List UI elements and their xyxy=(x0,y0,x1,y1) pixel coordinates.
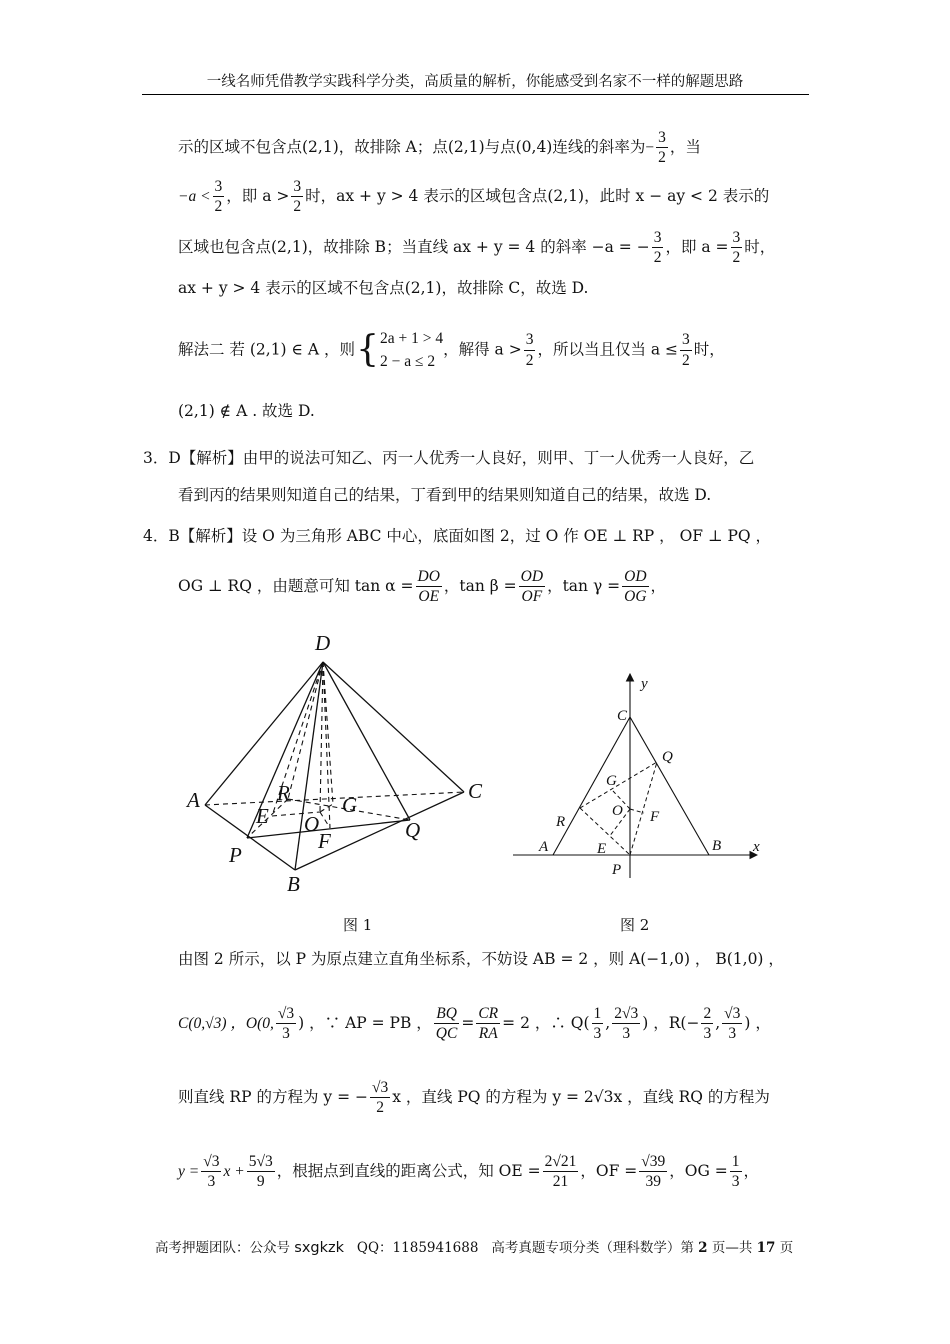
text-line-distances xyxy=(178,1152,759,1192)
fraction: $\frac{3}{2}$ xyxy=(653,229,662,267)
text-line-5 xyxy=(178,327,725,374)
text-segment: 区域也包含点(2,1)，故排除 B；当直线 ax + y = 4 的斜率 −a = − xyxy=(178,237,650,256)
text-segment: x ，直线 PQ 的方程为 y = 2√3x ，直线 RQ 的方程为 xyxy=(392,1087,770,1106)
text-line-coordinates: 由图 2 所示，以 P 为原点建立直角坐标系，不妨设 AB = 2 ，则 A(−1,0) ， B(1,0) ， xyxy=(178,950,784,968)
label-R: R xyxy=(277,781,290,805)
fraction: $\frac{2}{3}$ xyxy=(703,1005,712,1043)
label-A: A xyxy=(187,788,200,812)
text-line-4: ax + y > 4 表示的区域不包含点(2,1)，故排除 C，故选 D. xyxy=(178,279,589,297)
figure-2-caption: 图 2 xyxy=(620,916,650,934)
text-segment: ，即 a > xyxy=(226,186,290,205)
text-segment: ，所以当且仅当 a ≤ xyxy=(537,340,679,359)
fraction: $\frac{√3}{2}$ xyxy=(371,1079,389,1117)
text-segment: x + xyxy=(223,1162,245,1180)
text-line-6: (2,1) ∉ A . 故选 D. xyxy=(178,402,315,420)
side-AC xyxy=(553,717,630,855)
edge-DQ xyxy=(323,662,410,820)
text-segment: ) ， xyxy=(744,1013,771,1032)
fraction: $\frac{3}{2}$ xyxy=(214,178,223,216)
fraction: $\frac{DO}{OE}$ xyxy=(417,568,440,606)
item-4-line-1: 4．B【解析】设 O 为三角形 ABC 中心，底面如图 2，过 O 作 OE ⊥ RP ， OF ⊥ PQ ， xyxy=(143,527,772,545)
edge-AC-hidden xyxy=(205,792,464,805)
page-header-title: 一线名师凭借教学实践科学分类，高质量的解析，你能感受到名家不一样的解题思路 xyxy=(206,74,744,90)
fraction: $\frac{√3}{3}$ xyxy=(203,1153,220,1191)
text-segment: 时，ax + y > 4 表示的区域包含点(2,1)，此时 x − ay < 2 表示的 xyxy=(305,186,770,205)
fraction: $\frac{3}{2}$ xyxy=(525,331,534,369)
label-E: E xyxy=(597,841,607,857)
item-3-line-2: 看到丙的结果则知道自己的结果，丁看到甲的结果则知道自己的结果，故选 D. xyxy=(178,486,712,504)
text-segment: ，即 a = xyxy=(665,237,729,256)
text-segment: ) ，∵ AP = PB ， xyxy=(298,1013,432,1032)
text-segment: 解法二 若 (2,1) ∈ A ，则 xyxy=(178,340,356,359)
fraction: $\frac{3}{2}$ xyxy=(682,331,690,369)
label-Q: Q xyxy=(405,818,421,842)
footer-account: sxgkzk xyxy=(294,1240,345,1256)
figure-2-coordinate-diagram xyxy=(505,668,775,884)
text-segment: , xyxy=(605,1013,611,1032)
label-F: F xyxy=(650,809,660,825)
fraction: $\frac{OD}{OF}$ xyxy=(520,568,544,606)
text-segment: OG ⊥ RQ ，由题意可知 tan α = xyxy=(178,576,414,595)
text-segment: = xyxy=(461,1013,475,1032)
label-E: E xyxy=(256,804,269,828)
fraction: $\frac{BQ}{QC}$ xyxy=(435,1005,458,1043)
text-segment: = 2 ，∴ Q( xyxy=(502,1013,590,1032)
fraction: $\frac{1}{3}$ xyxy=(593,1005,602,1043)
label-A: A xyxy=(539,839,549,855)
text-segment: 示的区域不包含点(2,1)，故排除 A；点(2,1)与点(0,4)连线的斜率为 xyxy=(178,137,646,156)
edge-OF-hidden xyxy=(320,812,330,828)
text-segment: ) ，R(− xyxy=(642,1013,700,1032)
figure-1-pyramid xyxy=(180,628,500,900)
label-B: B xyxy=(287,872,300,896)
footer-series: 高考真题专项分类（理科数学）第 xyxy=(491,1240,694,1256)
label-F: F xyxy=(318,829,331,853)
text-segment: ，OF = xyxy=(580,1161,638,1180)
label-R: R xyxy=(556,814,566,830)
fraction: $\frac{5√3}{9}$ xyxy=(248,1153,273,1191)
fraction: $\frac{√39}{39}$ xyxy=(641,1153,666,1191)
fraction: $\frac{√3}{3}$ xyxy=(724,1005,741,1043)
text-segment: ， xyxy=(743,1161,760,1180)
text-segment: −a < xyxy=(178,187,211,205)
label-G: G xyxy=(342,793,358,817)
text-segment: ，OG = xyxy=(669,1161,728,1180)
item-4-line-2 xyxy=(178,567,666,607)
footer-page-number: 2 xyxy=(698,1240,708,1256)
brace: { xyxy=(356,329,379,371)
label-x: x xyxy=(753,839,760,855)
text-segment: ，tan γ = xyxy=(547,576,621,595)
text-segment: ，当 xyxy=(669,137,701,156)
edge-DC xyxy=(323,662,464,792)
fraction: $\frac{OD}{OG}$ xyxy=(624,568,647,606)
label-B: B xyxy=(712,838,722,854)
text-segment: − xyxy=(645,138,655,156)
text-segment: C(0,√3) ，O(0, xyxy=(178,1014,274,1032)
footer-mid: 页—共 xyxy=(711,1240,753,1256)
text-line-line-equations xyxy=(178,1078,770,1118)
side-CB xyxy=(630,717,709,855)
fraction: $\frac{2√3}{3}$ xyxy=(614,1005,639,1043)
fraction: $\frac{3}{2}$ xyxy=(658,129,666,167)
fraction: $\frac{CR}{RA}$ xyxy=(478,1005,499,1043)
fraction: $\frac{√3}{3}$ xyxy=(277,1005,295,1043)
label-Q: Q xyxy=(662,749,673,765)
text-line-points xyxy=(178,1004,771,1044)
footer-team: 高考押题团队：公众号 xyxy=(155,1240,290,1256)
text-segment: , xyxy=(715,1013,721,1032)
page-footer xyxy=(155,1236,793,1256)
figure-1-caption: 图 1 xyxy=(343,916,373,934)
item-3-line-1: 3．D【解析】由甲的说法可知乙、丙一人优秀一人良好，则甲、丁一人优秀一人良好，乙 xyxy=(143,449,755,467)
text-segment: ，tan β = xyxy=(443,576,517,595)
label-P: P xyxy=(612,862,622,878)
fraction: $\frac{3}{2}$ xyxy=(732,229,741,267)
label-C: C xyxy=(617,708,628,724)
header-divider xyxy=(142,94,809,95)
text-line-1 xyxy=(178,128,701,168)
label-O: O xyxy=(304,812,320,836)
text-segment: ，解得 a > xyxy=(443,340,522,359)
footer-end: 页 xyxy=(779,1240,794,1256)
text-segment: 则直线 RP 的方程为 y = − xyxy=(178,1087,368,1106)
label-P: P xyxy=(229,843,242,867)
text-segment: y = xyxy=(178,1162,200,1180)
text-segment: 时， xyxy=(693,340,725,359)
footer-total-pages: 17 xyxy=(756,1240,776,1256)
fraction: $\frac{1}{3}$ xyxy=(731,1153,740,1191)
footer-qq: QQ：1185941688 xyxy=(356,1240,479,1256)
fraction: $\frac{2√21}{21}$ xyxy=(544,1153,577,1191)
label-D: D xyxy=(315,631,331,655)
label-O: O xyxy=(612,803,623,819)
label-y: y xyxy=(641,676,648,692)
text-segment: ，根据点到直线的距离公式，知 OE = xyxy=(276,1161,541,1180)
text-line-3 xyxy=(178,228,775,268)
label-G: G xyxy=(606,773,617,789)
text-segment: ， xyxy=(650,576,667,595)
label-C: C xyxy=(468,779,483,803)
equation-system: 2a + 1 > 4 2 − a ≤ 2 xyxy=(379,330,444,371)
fraction: $\frac{3}{2}$ xyxy=(293,178,302,216)
text-line-2 xyxy=(178,177,769,217)
text-segment: 时， xyxy=(744,237,776,256)
